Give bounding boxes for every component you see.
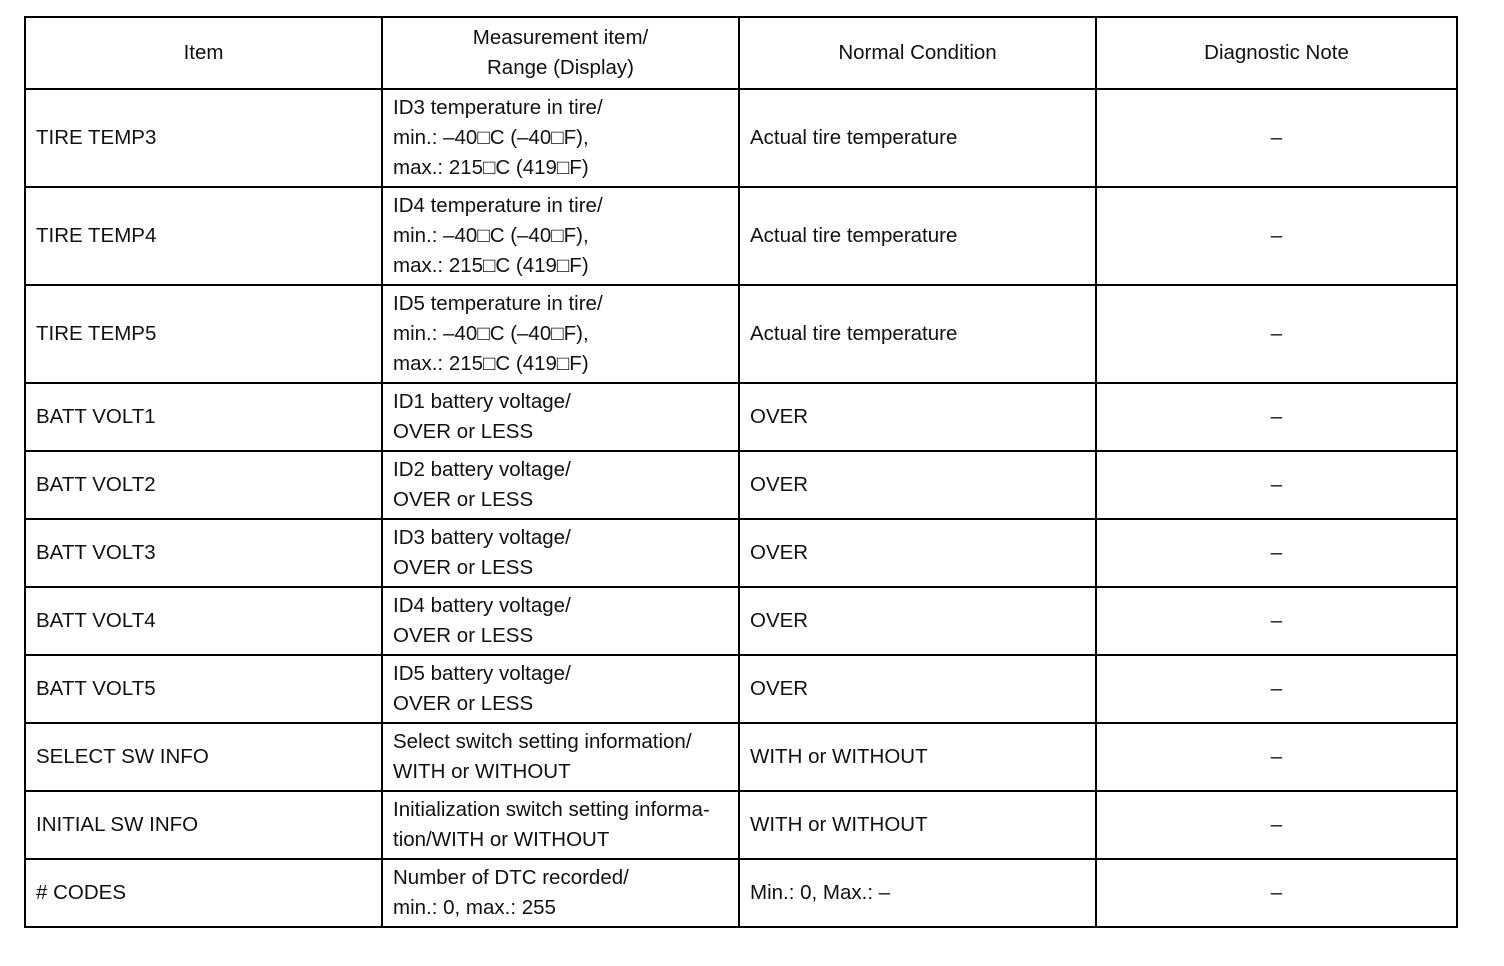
cell-item: # CODES (25, 859, 382, 927)
range-line: Initialization switch setting informa- (393, 798, 710, 821)
range-line: max.: 215□C (419□F) (393, 352, 589, 375)
range-line: max.: 215□C (419□F) (393, 156, 589, 179)
cell-range (382, 723, 739, 791)
table-row (25, 383, 1457, 451)
range-line: WITH or WITHOUT (393, 760, 571, 783)
cell-range (382, 383, 739, 451)
table-row (25, 723, 1457, 791)
table-row (25, 655, 1457, 723)
range-line: OVER or LESS (393, 624, 534, 647)
range-line: OVER or LESS (393, 488, 534, 511)
range-line: ID3 temperature in tire/ (393, 96, 603, 119)
cell-normal: OVER (739, 587, 1096, 655)
range-line: OVER or LESS (393, 692, 534, 715)
table-row (25, 187, 1457, 285)
cell-normal: Min.: 0, Max.: – (739, 859, 1096, 927)
range-line: ID4 battery voltage/ (393, 594, 571, 617)
range-line: ID4 temperature in tire/ (393, 194, 603, 217)
cell-normal: WITH or WITHOUT (739, 791, 1096, 859)
range-line: min.: –40□C (–40□F), (393, 224, 589, 247)
cell-item: BATT VOLT1 (25, 383, 382, 451)
table-row (25, 859, 1457, 927)
cell-note: – (1096, 383, 1457, 451)
cell-note: – (1096, 655, 1457, 723)
range-line: OVER or LESS (393, 556, 534, 579)
cell-item: SELECT SW INFO (25, 723, 382, 791)
range-line: OVER or LESS (393, 420, 534, 443)
cell-range (382, 285, 739, 383)
cell-range (382, 89, 739, 187)
cell-item: TIRE TEMP4 (25, 187, 382, 285)
cell-item: BATT VOLT5 (25, 655, 382, 723)
cell-normal: OVER (739, 655, 1096, 723)
header-measurement-line: Measurement item/ (472, 26, 649, 49)
cell-item: TIRE TEMP3 (25, 89, 382, 187)
cell-item: BATT VOLT2 (25, 451, 382, 519)
cell-note: – (1096, 519, 1457, 587)
cell-range (382, 859, 739, 927)
cell-range (382, 519, 739, 587)
data-list-table (24, 16, 1458, 928)
cell-note: – (1096, 285, 1457, 383)
range-line: Select switch setting information/ (393, 730, 692, 753)
header-normal-condition: Normal Condition (739, 17, 1096, 89)
table-row (25, 285, 1457, 383)
range-line: ID1 battery voltage/ (393, 390, 571, 413)
cell-note: – (1096, 587, 1457, 655)
cell-note: – (1096, 451, 1457, 519)
data-list-sheet (24, 16, 1456, 928)
cell-range (382, 187, 739, 285)
table-row (25, 519, 1457, 587)
cell-range (382, 587, 739, 655)
range-line: min.: –40□C (–40□F), (393, 126, 589, 149)
cell-item: TIRE TEMP5 (25, 285, 382, 383)
cell-normal: Actual tire temperature (739, 285, 1096, 383)
cell-item: INITIAL SW INFO (25, 791, 382, 859)
cell-normal: OVER (739, 519, 1096, 587)
header-item: Item (25, 17, 382, 89)
cell-range (382, 791, 739, 859)
cell-range (382, 451, 739, 519)
range-line: ID5 temperature in tire/ (393, 292, 603, 315)
range-line: ID3 battery voltage/ (393, 526, 571, 549)
range-line: Number of DTC recorded/ (393, 866, 629, 889)
cell-range (382, 655, 739, 723)
cell-note: – (1096, 859, 1457, 927)
cell-note: – (1096, 89, 1457, 187)
table-row (25, 451, 1457, 519)
cell-normal: OVER (739, 383, 1096, 451)
range-line: tion/WITH or WITHOUT (393, 828, 610, 851)
cell-normal: Actual tire temperature (739, 89, 1096, 187)
header-measurement (382, 17, 739, 89)
header-diagnostic-note: Diagnostic Note (1096, 17, 1457, 89)
range-line: max.: 215□C (419□F) (393, 254, 589, 277)
header-measurement-line: Range (Display) (487, 56, 634, 79)
table-row (25, 791, 1457, 859)
table-row (25, 587, 1457, 655)
cell-item: BATT VOLT4 (25, 587, 382, 655)
table-row (25, 89, 1457, 187)
cell-item: BATT VOLT3 (25, 519, 382, 587)
cell-note: – (1096, 723, 1457, 791)
range-line: min.: 0, max.: 255 (393, 896, 556, 919)
table-header-row (25, 17, 1457, 89)
cell-normal: OVER (739, 451, 1096, 519)
cell-note: – (1096, 791, 1457, 859)
cell-note: – (1096, 187, 1457, 285)
range-line: ID5 battery voltage/ (393, 662, 571, 685)
range-line: min.: –40□C (–40□F), (393, 322, 589, 345)
range-line: ID2 battery voltage/ (393, 458, 571, 481)
cell-normal: Actual tire temperature (739, 187, 1096, 285)
cell-normal: WITH or WITHOUT (739, 723, 1096, 791)
